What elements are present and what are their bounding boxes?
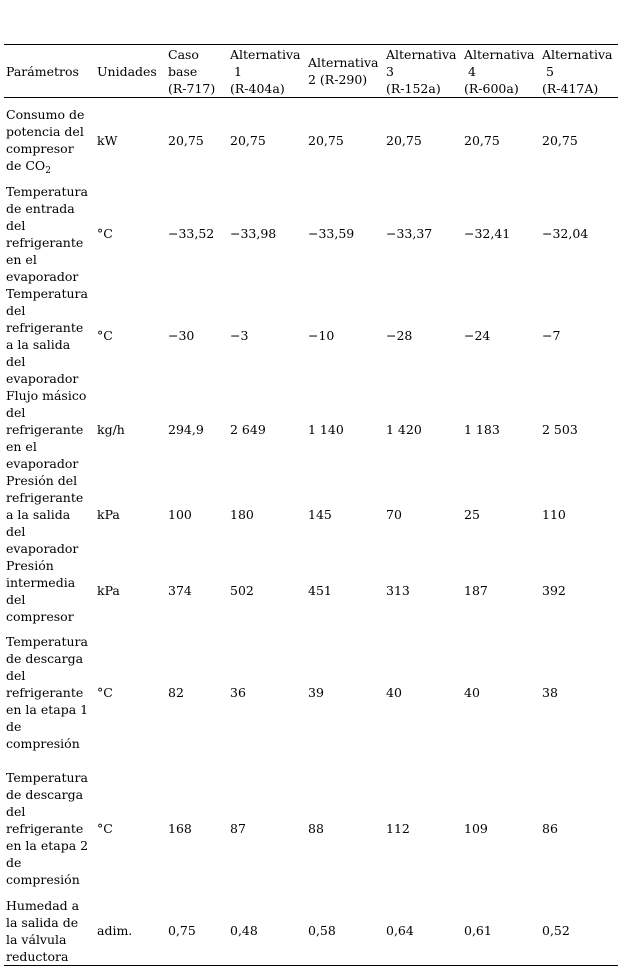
- value-cell: 0,64: [386, 923, 414, 938]
- value-cell: 20,75: [542, 132, 578, 148]
- value-cell: −33,52: [168, 226, 215, 241]
- value-cell: −32,04: [542, 226, 589, 241]
- value-cell: 112: [386, 821, 410, 836]
- unit-cell: kPa: [97, 583, 120, 598]
- value-cell: −33,37: [386, 226, 433, 241]
- value-cell: 313: [386, 583, 410, 598]
- value-cell: 0,52: [542, 923, 570, 938]
- value-cell: −30: [168, 328, 195, 343]
- param-cell: Temperatura de entrada del refrigerante en el evaporador: [6, 183, 88, 284]
- param-label: Consumo de potencia del compresor de CO: [6, 107, 85, 174]
- header-line: 5: [542, 63, 554, 79]
- value-cell: 20,75: [168, 132, 204, 148]
- value-cell: 40: [464, 685, 480, 700]
- value-cell: 187: [464, 583, 488, 598]
- value-cell: −33,59: [308, 226, 355, 241]
- header-unit-label: Unidades: [97, 63, 157, 79]
- header-line: Alternativa: [308, 55, 379, 70]
- value-cell: −28: [386, 328, 413, 343]
- header-row: [4, 45, 618, 98]
- header-line: base: [168, 63, 198, 79]
- header-alternativa-2: [306, 45, 384, 98]
- header-alternativa-5: [540, 45, 618, 98]
- header-line: (R-600a): [464, 80, 519, 96]
- value-cell: 1 140: [308, 421, 344, 437]
- value-cell: −24: [464, 328, 491, 343]
- table-row: [4, 98, 618, 183]
- header-line: 3: [386, 63, 394, 79]
- header-alternativa-3: [384, 45, 462, 98]
- value-cell: 2 503: [542, 421, 578, 437]
- value-cell: 88: [308, 821, 324, 836]
- table-row: [4, 557, 618, 625]
- param-subscript: 2: [45, 166, 51, 177]
- value-cell: 2 649: [230, 421, 266, 437]
- param-cell: Flujo másico del refrigerante en el evaporador: [6, 387, 87, 471]
- param-cell: Temperatura de descarga del refrigerante en la etapa 1 de compresión: [6, 634, 89, 751]
- header-line: Alternativa: [542, 46, 613, 62]
- value-cell: 40: [386, 685, 402, 700]
- value-cell: 25: [464, 506, 480, 522]
- value-cell: 39: [308, 685, 324, 700]
- value-cell: 70: [386, 506, 402, 522]
- table-row: [4, 625, 618, 761]
- value-cell: 20,75: [308, 132, 344, 148]
- table-row: [4, 897, 618, 966]
- header-unidades: [95, 45, 166, 98]
- param-cell: Presión intermedia del compresor: [6, 557, 76, 624]
- param-cell: Temperatura del refrigerante a la salida del evaporador: [6, 285, 88, 386]
- value-cell: −7: [542, 328, 561, 343]
- value-cell: 0,61: [464, 923, 492, 938]
- value-cell: 0,75: [168, 923, 196, 938]
- unit-cell: °C: [97, 685, 113, 700]
- value-cell: 0,48: [230, 923, 258, 938]
- header-line: Alternativa: [230, 46, 301, 62]
- unit-cell: kPa: [97, 506, 120, 522]
- value-cell: 0,58: [308, 923, 336, 938]
- header-line: 2 (R-290): [308, 72, 368, 87]
- unit-cell: kW: [97, 132, 118, 148]
- header-line: (R-417A): [542, 80, 599, 96]
- value-cell: 86: [542, 821, 558, 836]
- parameters-table: [4, 44, 618, 966]
- value-cell: 502: [230, 583, 254, 598]
- value-cell: 180: [230, 506, 254, 522]
- param-cell: Humedad a la salida de la válvula reductora: [6, 897, 80, 964]
- table-row: [4, 387, 618, 472]
- unit-cell: °C: [97, 821, 113, 836]
- header-line: Alternativa: [386, 46, 457, 62]
- value-cell: 36: [230, 685, 246, 700]
- unit-cell: °C: [97, 226, 113, 241]
- value-cell: 100: [168, 506, 192, 522]
- header-alternativa-1: [228, 45, 306, 98]
- value-cell: −33,98: [230, 226, 277, 241]
- value-cell: 20,75: [230, 132, 266, 148]
- header-line: 4: [464, 63, 476, 79]
- header-line: (R-404a): [230, 80, 285, 96]
- value-cell: −32,41: [464, 226, 511, 241]
- value-cell: 451: [308, 583, 332, 598]
- value-cell: 294,9: [168, 421, 204, 437]
- header-alternativa-4: [462, 45, 540, 98]
- value-cell: 38: [542, 685, 558, 700]
- header-line: (R-717): [168, 80, 216, 96]
- value-cell: 1 183: [464, 421, 500, 437]
- table-row: [4, 472, 618, 557]
- value-cell: 392: [542, 583, 566, 598]
- unit-cell: kg/h: [97, 421, 125, 437]
- value-cell: 82: [168, 685, 184, 700]
- header-line: Caso: [168, 46, 199, 62]
- header-parametros: [4, 45, 95, 98]
- value-cell: 20,75: [386, 132, 422, 148]
- value-cell: 87: [230, 821, 246, 836]
- value-cell: 374: [168, 583, 192, 598]
- header-line: 1: [230, 63, 242, 79]
- value-cell: −3: [230, 328, 249, 343]
- param-cell: [4, 98, 95, 183]
- unit-cell: °C: [97, 328, 113, 343]
- header-line: (R-152a): [386, 80, 441, 96]
- header-param-label: Parámetros: [6, 63, 79, 79]
- table-row: [4, 183, 618, 285]
- value-cell: 109: [464, 821, 488, 836]
- header-line: Alternativa: [464, 46, 535, 62]
- value-cell: 20,75: [464, 132, 500, 148]
- table-row: [4, 761, 618, 897]
- value-cell: 110: [542, 506, 566, 522]
- unit-cell: adim.: [97, 923, 133, 938]
- value-cell: 145: [308, 506, 332, 522]
- table-row: [4, 285, 618, 387]
- header-caso-base: [166, 45, 228, 98]
- value-cell: 168: [168, 821, 192, 836]
- param-cell: Presión del refrigerante a la salida del evaporador: [6, 472, 84, 556]
- value-cell: 1 420: [386, 421, 422, 437]
- value-cell: −10: [308, 328, 335, 343]
- param-cell: Temperatura de descarga del refrigerante en la etapa 2 de compresión: [6, 770, 89, 887]
